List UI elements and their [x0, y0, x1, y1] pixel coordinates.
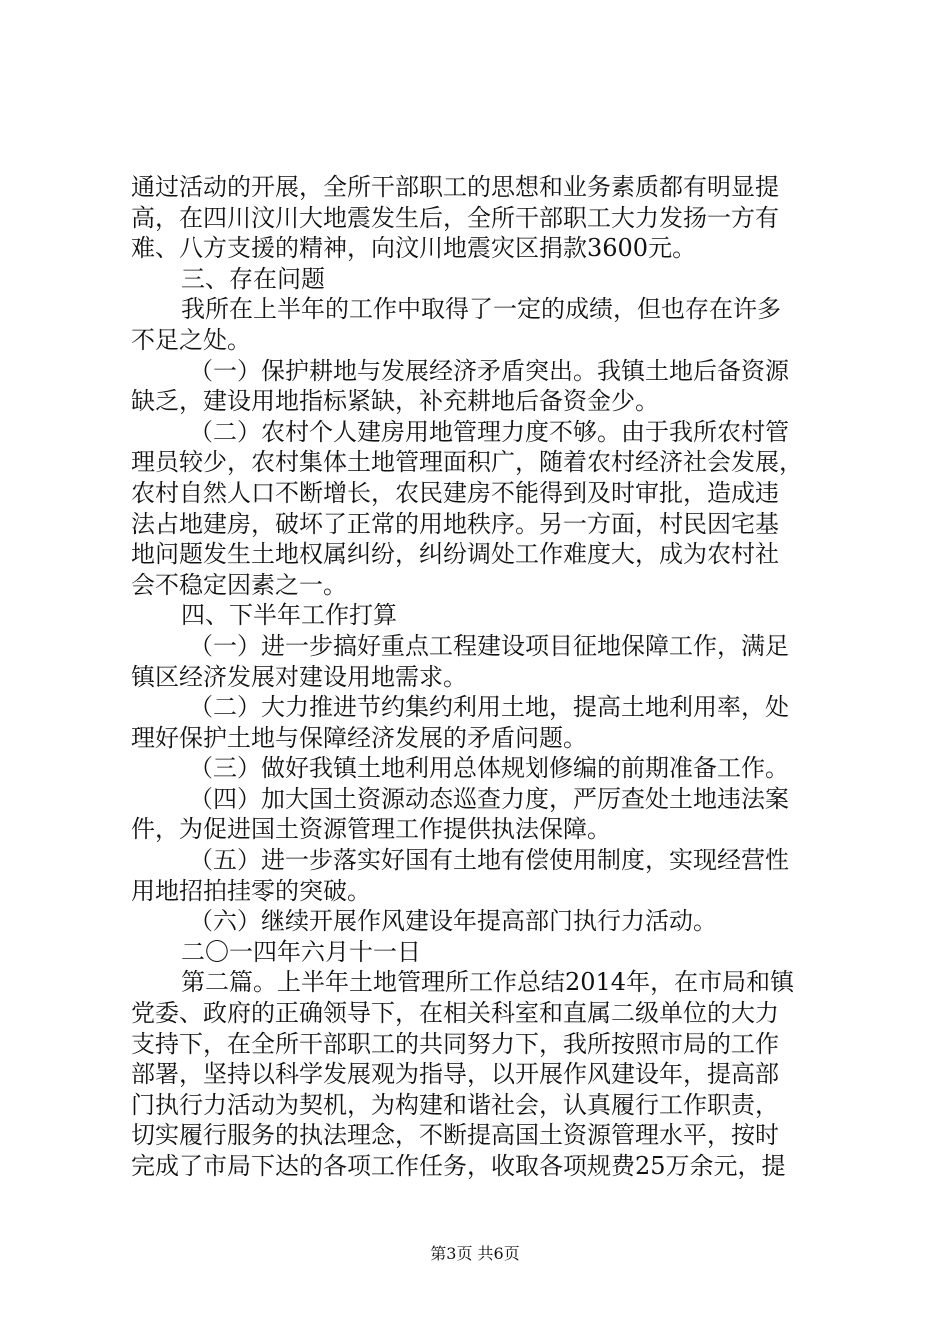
text-line: 会不稳定因素之一。	[131, 570, 347, 599]
text-line: 缺乏，建设用地指标紧缺，补充耕地后备资金少。	[131, 387, 659, 416]
text-line: 切实履行服务的执法理念，不断提高国土资源管理水平，按时	[131, 1121, 779, 1150]
section-heading: 四、下半年工作打算	[181, 601, 397, 630]
text-line: 难、八方支援的精神，向汶川地震灾区捐款3600元。	[131, 234, 697, 263]
text-line: 高，在四川汶川大地震发生后，全所干部职工大力发扬一方有	[131, 203, 779, 232]
text-line: 通过活动的开展，全所干部职工的思想和业务素质都有明显提	[131, 173, 779, 201]
text-line: 支持下，在全所干部职工的共同努力下，我所按照市局的工作	[131, 1029, 779, 1058]
list-item-start: （二）大力推进节约集约利用土地，提高土地利用率，处	[189, 693, 789, 722]
text-line: 门执行力活动为契机，为构建和谐社会，认真履行工作职责，	[131, 1090, 779, 1119]
text-line: 镇区经济发展对建设用地需求。	[131, 662, 467, 691]
list-item-start: （六）继续开展作风建设年提高部门执行力活动。	[189, 907, 717, 936]
text-line: 完成了市局下达的各项工作任务，收取各项规费25万余元，提	[131, 1152, 786, 1180]
text-line: 农村自然人口不断增长，农民建房不能得到及时审批，造成违	[131, 478, 779, 507]
text-line: 用地招拍挂零的突破。	[131, 876, 371, 905]
text-line: 地问题发生土地权属纠纷，纠纷调处工作难度大，成为农村社	[131, 540, 779, 569]
paragraph-start: 我所在上半年的工作中取得了一定的成绩，但也存在许多	[181, 295, 781, 324]
section-heading: 三、存在问题	[181, 264, 325, 293]
text-line: 不足之处。	[131, 325, 251, 354]
text-line: 理员较少，农村集体土地管理面积广，随着农村经济社会发展，	[131, 448, 803, 477]
list-item-start: （一）保护耕地与发展经济矛盾突出。我镇土地后备资源	[189, 356, 789, 385]
list-item-start: （五）进一步落实好国有土地有偿使用制度，实现经营性	[189, 846, 789, 875]
text-line: 部署，坚持以科学发展观为指导，以开展作风建设年，提高部	[131, 1060, 779, 1089]
text-line: 理好保护土地与保障经济发展的矛盾问题。	[131, 723, 587, 752]
list-item-start: （三）做好我镇土地利用总体规划修编的前期准备工作。	[189, 754, 789, 783]
list-item-start: （一）进一步搞好重点工程建设项目征地保障工作，满足	[189, 631, 789, 660]
list-item-start: （二）农村个人建房用地管理力度不够。由于我所农村管	[189, 417, 789, 446]
date-line: 二〇一四年六月十一日	[181, 937, 421, 966]
page-number-footer: 第3页 共6页	[430, 1244, 520, 1263]
text-line: 法占地建房，破坏了正常的用地秩序。另一方面，村民因宅基	[131, 509, 779, 538]
body-text	[131, 172, 831, 1182]
text-line: 件，为促进国土资源管理工作提供执法保障。	[131, 815, 611, 844]
list-item-start: （四）加大国土资源动态巡查力度，严厉查处土地违法案	[189, 784, 789, 813]
text-line: 党委、政府的正确领导下，在相关科室和直属二级单位的大力	[131, 999, 779, 1028]
paragraph-start: 第二篇。上半年土地管理所工作总结2014年，在市局和镇	[181, 968, 795, 997]
